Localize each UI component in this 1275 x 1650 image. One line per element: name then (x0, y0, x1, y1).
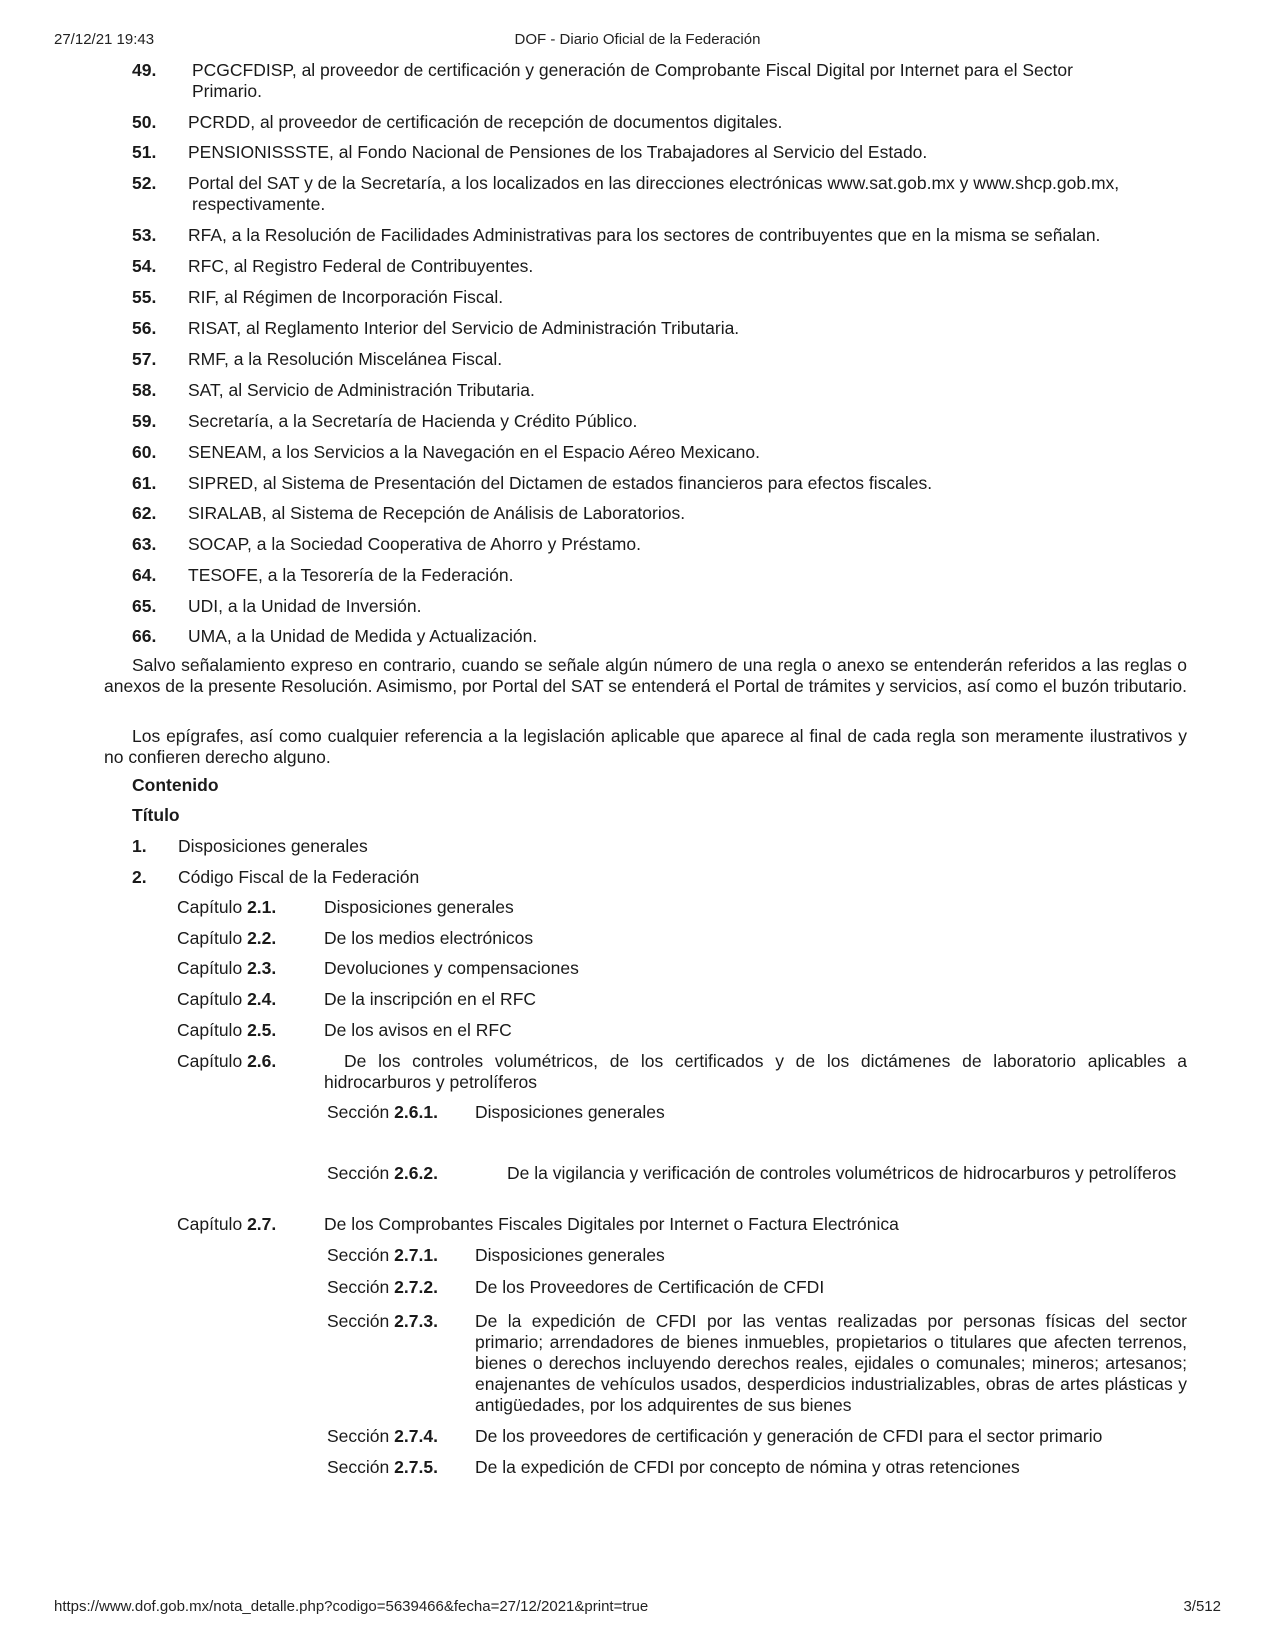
definition-number: 61. (132, 473, 157, 493)
definition-item (132, 112, 1187, 133)
section-text: De la vigilancia y verificación de controles volumétricos de hidrocarburos y petrolíferos (507, 1163, 1177, 1183)
definition-item (132, 411, 1187, 432)
section-label: Sección 2.7.2. (327, 1277, 438, 1297)
definition-item (132, 534, 1187, 555)
section-text: De los Proveedores de Certificación de CFDI (475, 1277, 825, 1297)
chapter-item (177, 1051, 1187, 1093)
chapter-label: Capítulo 2.2. (177, 928, 277, 948)
section-text: De la expedición de CFDI por concepto de nómina y otras retenciones (475, 1457, 1020, 1477)
chapter-label: Capítulo 2.5. (177, 1020, 277, 1040)
chapter-text: De los avisos en el RFC (324, 1020, 512, 1040)
section-text: De los proveedores de certificación y generación de CFDI para el sector primario (475, 1426, 1103, 1446)
definition-item (132, 173, 1187, 215)
page-url: https://www.dof.gob.mx/nota_detalle.php?codigo=5639466&fecha=27/12/2021&print=true (54, 1598, 649, 1615)
chapter-item (177, 897, 1187, 918)
title-heading: Título (132, 805, 180, 825)
section-text: Disposiciones generales (475, 1102, 665, 1122)
definition-item (132, 225, 1187, 246)
definition-number: 62. (132, 503, 157, 523)
title-text: Disposiciones generales (178, 836, 368, 856)
definition-text: SIRALAB, al Sistema de Recepción de Análisis de Laboratorios. (188, 503, 686, 523)
definition-item (132, 503, 1187, 524)
definition-item (132, 349, 1187, 370)
section-label: Sección 2.7.5. (327, 1457, 438, 1477)
definition-text: Secretaría, a la Secretaría de Hacienda y Crédito Público. (188, 411, 638, 431)
definition-text: SAT, al Servicio de Administración Tributaria. (188, 380, 535, 400)
definition-number: 52. (132, 173, 157, 193)
definition-number: 54. (132, 256, 157, 276)
definition-number: 63. (132, 534, 157, 554)
print-datetime: 27/12/21 19:43 (54, 31, 155, 48)
chapter-text: Disposiciones generales (324, 897, 514, 917)
definition-number: 58. (132, 380, 157, 400)
definition-number: 50. (132, 112, 157, 132)
definition-text: SOCAP, a la Sociedad Cooperativa de Ahorro y Préstamo. (188, 534, 641, 554)
chapter-item (177, 1214, 1187, 1235)
contents-heading: Contenido (132, 775, 219, 795)
definition-text: RISAT, al Reglamento Interior del Servicio de Administración Tributaria. (188, 318, 740, 338)
definition-text: RMF, a la Resolución Miscelánea Fiscal. (188, 349, 503, 369)
definition-text: RIF, al Régimen de Incorporación Fiscal. (188, 287, 504, 307)
definition-item (132, 473, 1187, 494)
chapter-label: Capítulo 2.3. (177, 958, 277, 978)
definition-text: PCRDD, al proveedor de certificación de recepción de documentos digitales. (188, 112, 783, 132)
definition-number: 51. (132, 142, 157, 162)
definition-text: UMA, a la Unidad de Medida y Actualización. (188, 626, 538, 646)
title-text: Código Fiscal de la Federación (178, 867, 420, 887)
section-item (327, 1163, 1187, 1184)
definition-text: RFA, a la Resolución de Facilidades Administrativas para los sectores de contribuyentes que en la misma se señalan. (188, 225, 1101, 245)
definition-text: PENSIONISSSTE, al Fondo Nacional de Pensiones de los Trabajadores al Servicio del Estado. (188, 142, 928, 162)
section-item (327, 1311, 1187, 1416)
definition-text: TESOFE, a la Tesorería de la Federación. (188, 565, 514, 585)
definition-number: 60. (132, 442, 157, 462)
title-item (132, 867, 419, 888)
definition-item (132, 596, 1187, 617)
definition-item (132, 380, 1187, 401)
definition-item (132, 142, 1187, 163)
definition-number: 66. (132, 626, 157, 646)
definition-text: SENEAM, a los Servicios a la Navegación en el Espacio Aéreo Mexicano. (188, 442, 760, 462)
section-item (327, 1245, 1187, 1266)
body-paragraph: Salvo señalamiento expreso en contrario, cuando se señale algún número de una regla o anexo se entenderán referidos a las reglas o anexos de la presente Resolución. Asimismo, por Portal del SAT se entenderá el Portal de trámites y servicios, así como el buzón tributario. (104, 655, 1187, 696)
definition-item (132, 256, 1187, 277)
section-label: Sección 2.7.4. (327, 1426, 438, 1446)
title-number: 1. (132, 836, 147, 856)
definition-number: 49. (132, 60, 157, 80)
definition-item (132, 626, 1187, 647)
definition-item (132, 318, 1187, 339)
section-label: Sección 2.6.2. (327, 1163, 438, 1183)
definition-text: RFC, al Registro Federal de Contribuyentes. (188, 256, 534, 276)
definition-text: SIPRED, al Sistema de Presentación del Dictamen de estados financieros para efectos fiscales. (188, 473, 933, 493)
definition-number: 56. (132, 318, 157, 338)
definition-number: 64. (132, 565, 157, 585)
definition-item (132, 60, 1187, 102)
chapter-label: Capítulo 2.7. (177, 1214, 277, 1234)
page-title: DOF - Diario Oficial de la Federación (514, 31, 761, 48)
chapter-item (177, 928, 1187, 949)
body-paragraph: Los epígrafes, así como cualquier referencia a la legislación aplicable que aparece al final de cada regla son meramente ilustrativos y no confieren derecho alguno. (104, 726, 1187, 767)
title-number: 2. (132, 867, 147, 887)
chapter-text: Devoluciones y compensaciones (324, 958, 579, 978)
section-label: Sección 2.6.1. (327, 1102, 438, 1122)
title-item (132, 836, 368, 857)
chapter-label: Capítulo 2.6. (177, 1051, 277, 1071)
section-label: Sección 2.7.1. (327, 1245, 438, 1265)
definition-text: PCGCFDISP, al proveedor de certificación y generación de Comprobante Fiscal Digital por Internet para el Sector Primario. (192, 60, 1073, 101)
chapter-text: De los controles volumétricos, de los certificados y de los dictámenes de laboratorio aplicables a hidrocarburos y petrolíferos (324, 1051, 1187, 1092)
section-text: Disposiciones generales (475, 1245, 665, 1265)
chapter-item (177, 989, 1187, 1010)
definition-number: 65. (132, 596, 157, 616)
definition-text: Portal del SAT y de la Secretaría, a los localizados en las direcciones electrónicas www.sat.gob.mx y www.shcp.gob.mx, respectivamente. (188, 173, 1120, 214)
page-number: 3/512 (1183, 1598, 1221, 1615)
section-item (327, 1277, 1187, 1298)
definition-continuation: Primario. (192, 81, 263, 101)
definition-item (132, 287, 1187, 308)
definition-number: 53. (132, 225, 157, 245)
definition-number: 57. (132, 349, 157, 369)
definition-item (132, 565, 1187, 586)
chapter-label: Capítulo 2.4. (177, 989, 277, 1009)
definition-number: 55. (132, 287, 157, 307)
chapter-label: Capítulo 2.1. (177, 897, 277, 917)
definition-number: 59. (132, 411, 157, 431)
section-item (327, 1457, 1187, 1478)
definition-text: UDI, a la Unidad de Inversión. (188, 596, 422, 616)
chapter-text: De la inscripción en el RFC (324, 989, 537, 1009)
section-text: De la expedición de CFDI por las ventas realizadas por personas físicas del sector primario; arrendadores de bienes inmuebles, propietarios o titulares que afecten terrenos, bienes o derechos incluyendo derechos reales, ejidales o comunales; mineros; artesanos; enajenantes de vehículos usados, desperdicios industrializables, obras de artes plásticas y antigüedades, por los adquirentes de sus bienes (475, 1311, 1187, 1415)
chapter-text: De los Comprobantes Fiscales Digitales por Internet o Factura Electrónica (324, 1214, 899, 1234)
definition-continuation: respectivamente. (192, 194, 326, 214)
section-item (327, 1102, 1187, 1123)
chapter-item (177, 1020, 1187, 1041)
definition-item (132, 442, 1187, 463)
chapter-text: De los medios electrónicos (324, 928, 534, 948)
section-item (327, 1426, 1187, 1447)
chapter-item (177, 958, 1187, 979)
section-label: Sección 2.7.3. (327, 1311, 438, 1331)
